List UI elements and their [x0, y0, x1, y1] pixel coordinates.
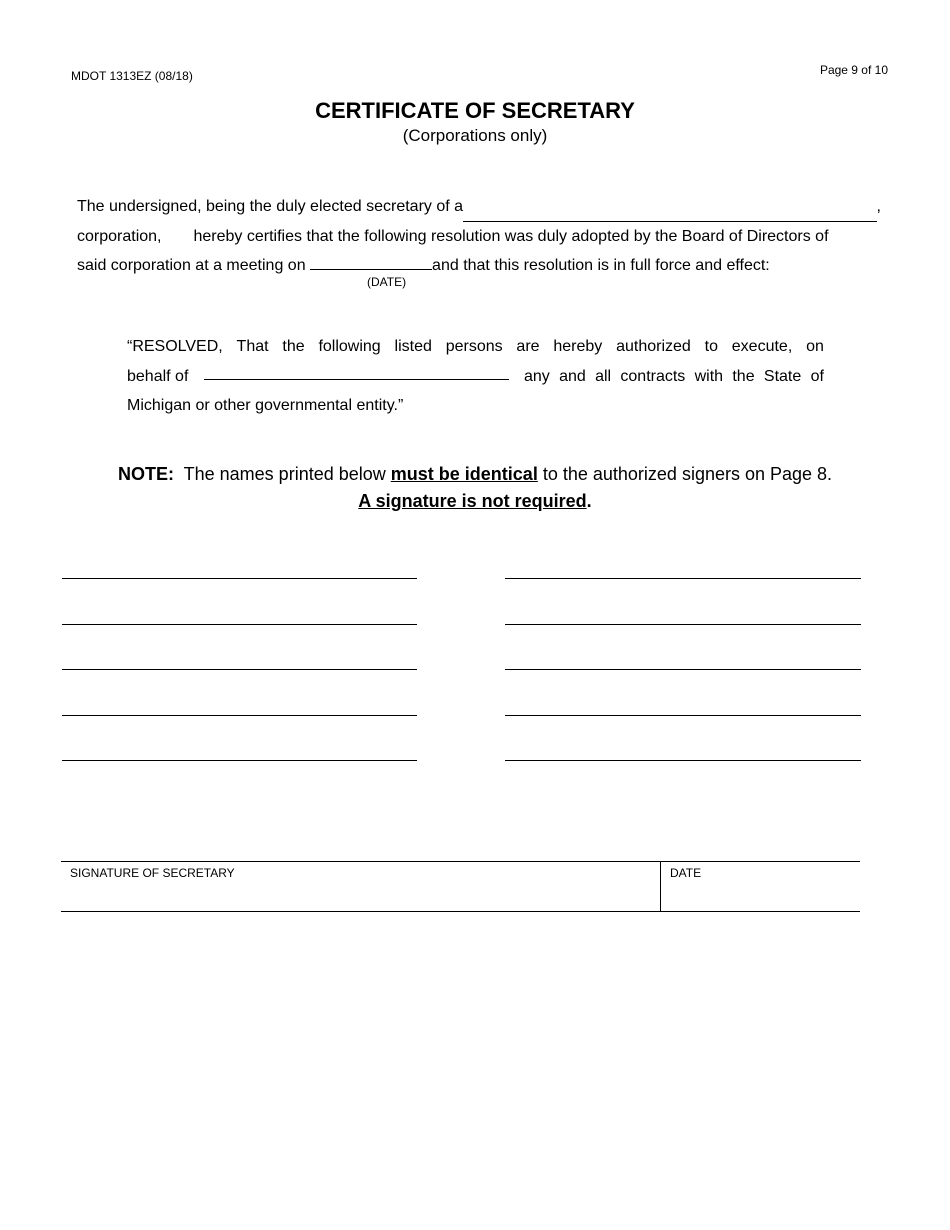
- resolution-word: contracts: [620, 368, 686, 385]
- note-text: The names printed below: [183, 464, 386, 484]
- resolution-line-1: [127, 332, 824, 362]
- resolution-word: any: [523, 368, 550, 385]
- certification-text: hereby certifies that the following resolution was duly adopted by the Board of Directors of: [193, 228, 829, 245]
- document-title: CERTIFICATE OF SECRETARY: [315, 98, 635, 123]
- certification-text: said corporation at a meeting on: [77, 257, 306, 274]
- signature-of-secretary-label: SIGNATURE OF SECRETARY: [70, 866, 235, 880]
- resolution-word: hereby: [553, 338, 603, 355]
- corporation-name-blank[interactable]: [463, 204, 877, 222]
- certification-text: The undersigned, being the duly elected secretary of a: [77, 198, 464, 215]
- resolution-word: execute,: [731, 338, 793, 355]
- date-hint-label: (DATE): [367, 275, 407, 289]
- name-line-left-5[interactable]: [62, 760, 417, 761]
- comma: ,: [876, 198, 881, 215]
- name-line-right-4[interactable]: [505, 715, 861, 716]
- note-text: to the authorized signers on Page 8.: [542, 464, 833, 484]
- certification-text: and that this resolution is in full force and effect:: [432, 257, 770, 274]
- certification-line-1: [77, 192, 881, 222]
- page-number: Page 9 of 10: [819, 63, 888, 77]
- name-line-right-1[interactable]: [505, 578, 861, 579]
- resolution-word: and: [559, 368, 586, 385]
- note-line-1: [0, 464, 950, 485]
- resolution-word: “RESOLVED,: [127, 338, 223, 355]
- resolution-word: persons: [445, 338, 503, 355]
- form-id: MDOT 1313EZ (08/18): [71, 69, 193, 83]
- note-label: NOTE:: [117, 464, 174, 484]
- name-line-left-4[interactable]: [62, 715, 417, 716]
- date-label: DATE: [670, 866, 702, 880]
- resolution-word: on: [806, 338, 824, 355]
- name-line-right-5[interactable]: [505, 760, 861, 761]
- resolution-word: listed: [394, 338, 432, 355]
- resolution-word: authorized: [616, 338, 691, 355]
- note-period: .: [586, 491, 592, 511]
- resolution-text: behalf of: [127, 368, 189, 385]
- resolution-line-3: Michigan or other governmental entity.”: [127, 397, 404, 414]
- name-line-right-2[interactable]: [505, 624, 861, 625]
- resolution-line-2: [127, 362, 824, 392]
- resolution-word: the: [282, 338, 305, 355]
- resolution-words-2: [524, 362, 824, 392]
- resolution-word: are: [516, 338, 540, 355]
- entity-name-blank[interactable]: [204, 362, 509, 380]
- resolution-word: all: [595, 368, 612, 385]
- resolution-word: following: [318, 338, 381, 355]
- name-line-left-3[interactable]: [62, 669, 417, 670]
- meeting-date-blank[interactable]: [310, 252, 432, 270]
- resolution-word: to: [704, 338, 718, 355]
- signature-divider: [660, 862, 661, 911]
- name-line-left-1[interactable]: [62, 578, 417, 579]
- resolution-word: That: [236, 338, 269, 355]
- note-signature-not-required: A signature is not required: [358, 491, 587, 511]
- resolution-word: of: [810, 368, 824, 385]
- resolution-word: the: [732, 368, 755, 385]
- name-line-right-3[interactable]: [505, 669, 861, 670]
- resolution-word: with: [694, 368, 724, 385]
- document-subtitle: (Corporations only): [402, 126, 548, 145]
- name-line-left-2[interactable]: [62, 624, 417, 625]
- certification-text: corporation,: [77, 228, 162, 245]
- note-line-2: [0, 491, 950, 512]
- certification-line-3: [77, 251, 881, 281]
- certification-line-2: [77, 222, 881, 252]
- resolution-word: State: [763, 368, 802, 385]
- note-emphasis: must be identical: [390, 464, 538, 484]
- signature-block: [61, 861, 860, 912]
